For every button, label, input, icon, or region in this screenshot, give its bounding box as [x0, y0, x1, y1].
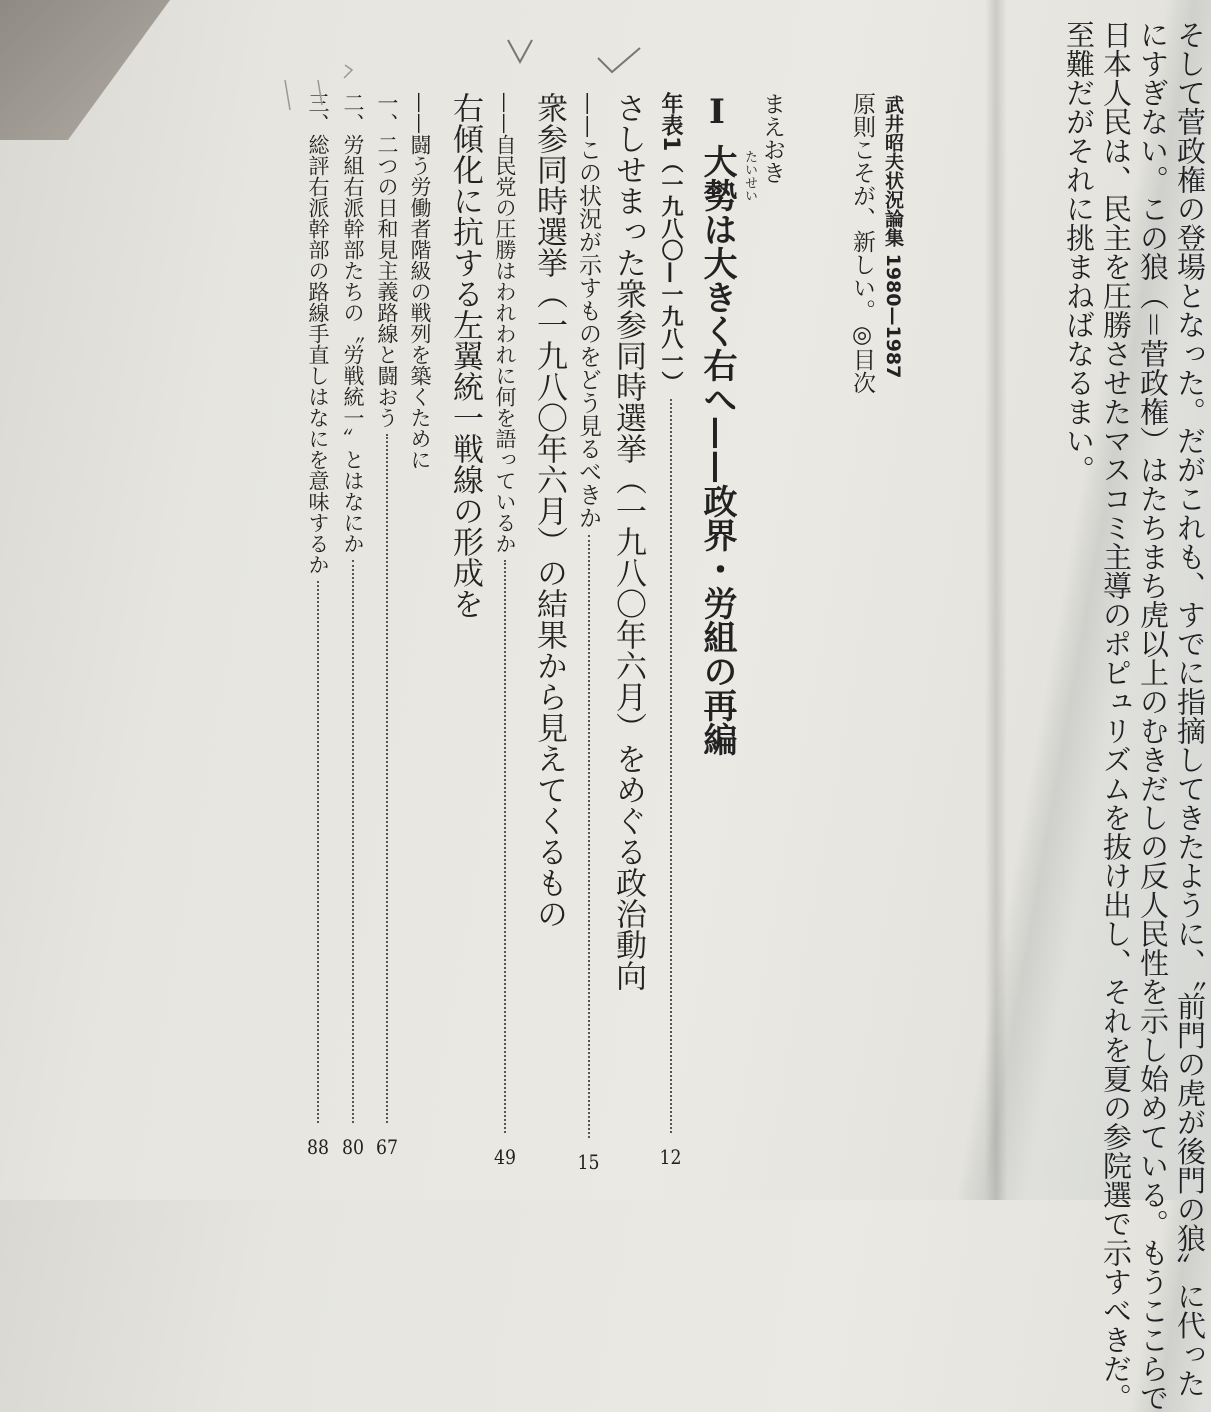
part-title[interactable]: Ⅰ 大勢は大きく右へ——政界・労組の再編: [697, 92, 737, 756]
body-text-line: 至難だがそれに挑まねばなるまい。: [1062, 20, 1096, 484]
check-mark-icon: [598, 48, 640, 72]
pencil-mark-icon: [318, 80, 322, 105]
toc-entry-text: ——自民党の圧勝はわれわれに何を語っているか: [493, 92, 517, 554]
page-number: 49: [494, 1147, 516, 1167]
part-ruby: たいせい: [742, 150, 757, 202]
body-text-line: そして菅政権の登場となった。だがこれも、すでに指摘してきたように、〝前門の虎が後門の狼〟に代った: [1173, 20, 1207, 1398]
toc-entry-text[interactable]: 右傾化に抗する左翼統一戦線の形成を: [447, 92, 483, 619]
toc-entry-text: ——この状況が示すものをどう見るべきか: [575, 92, 601, 529]
toc-entry-text: 二、労組右派幹部たちの〝労戦統一〟とはなにか: [341, 92, 365, 554]
toc-entry-text[interactable]: 衆参同時選挙（一九八〇年六月）の結果から見えてくるもの: [531, 92, 567, 929]
page-number: 12: [659, 1147, 682, 1167]
page-number: 80: [342, 1137, 364, 1157]
page-number: 15: [577, 1152, 600, 1172]
page-number: 67: [376, 1137, 398, 1157]
toc-entry-text: ——闘う労働者階級の戦列を築くために: [408, 92, 432, 470]
pencil-mark-icon: [285, 80, 290, 110]
book-title: 原則こそが、新しい。◎目次: [849, 92, 875, 394]
body-text-line: にすぎない。この狼（＝菅政権）はたちまち虎以上のむきだしの反人民性を示し始めている。もうここらで: [1136, 20, 1170, 1412]
check-mark-icon: [508, 40, 532, 62]
body-text-line: 日本人民は、民主を圧勝させたマスコミ主導のポピュリズムを抜け出し、それを夏の参院選で示すべきだ。: [1099, 20, 1133, 1412]
toc-entry-text: 一、二つの日和見主義路線と闘おう: [375, 92, 399, 428]
pencil-mark-icon: [344, 65, 352, 78]
page-number: 88: [307, 1137, 329, 1157]
toc-entry-text[interactable]: さしせまった衆参同時選挙（一九八〇年六月）をめぐる政治動向: [610, 92, 646, 991]
toc-entry-text: 年表1（一九八〇—一九八一）: [658, 92, 683, 394]
preface-link[interactable]: まえおき: [759, 92, 785, 184]
toc-entry-text: 三、総評右派幹部の路線手直しはなにを意味するか: [306, 92, 330, 575]
series-title: 武井昭夫状況論集 1980—1987: [882, 95, 904, 379]
